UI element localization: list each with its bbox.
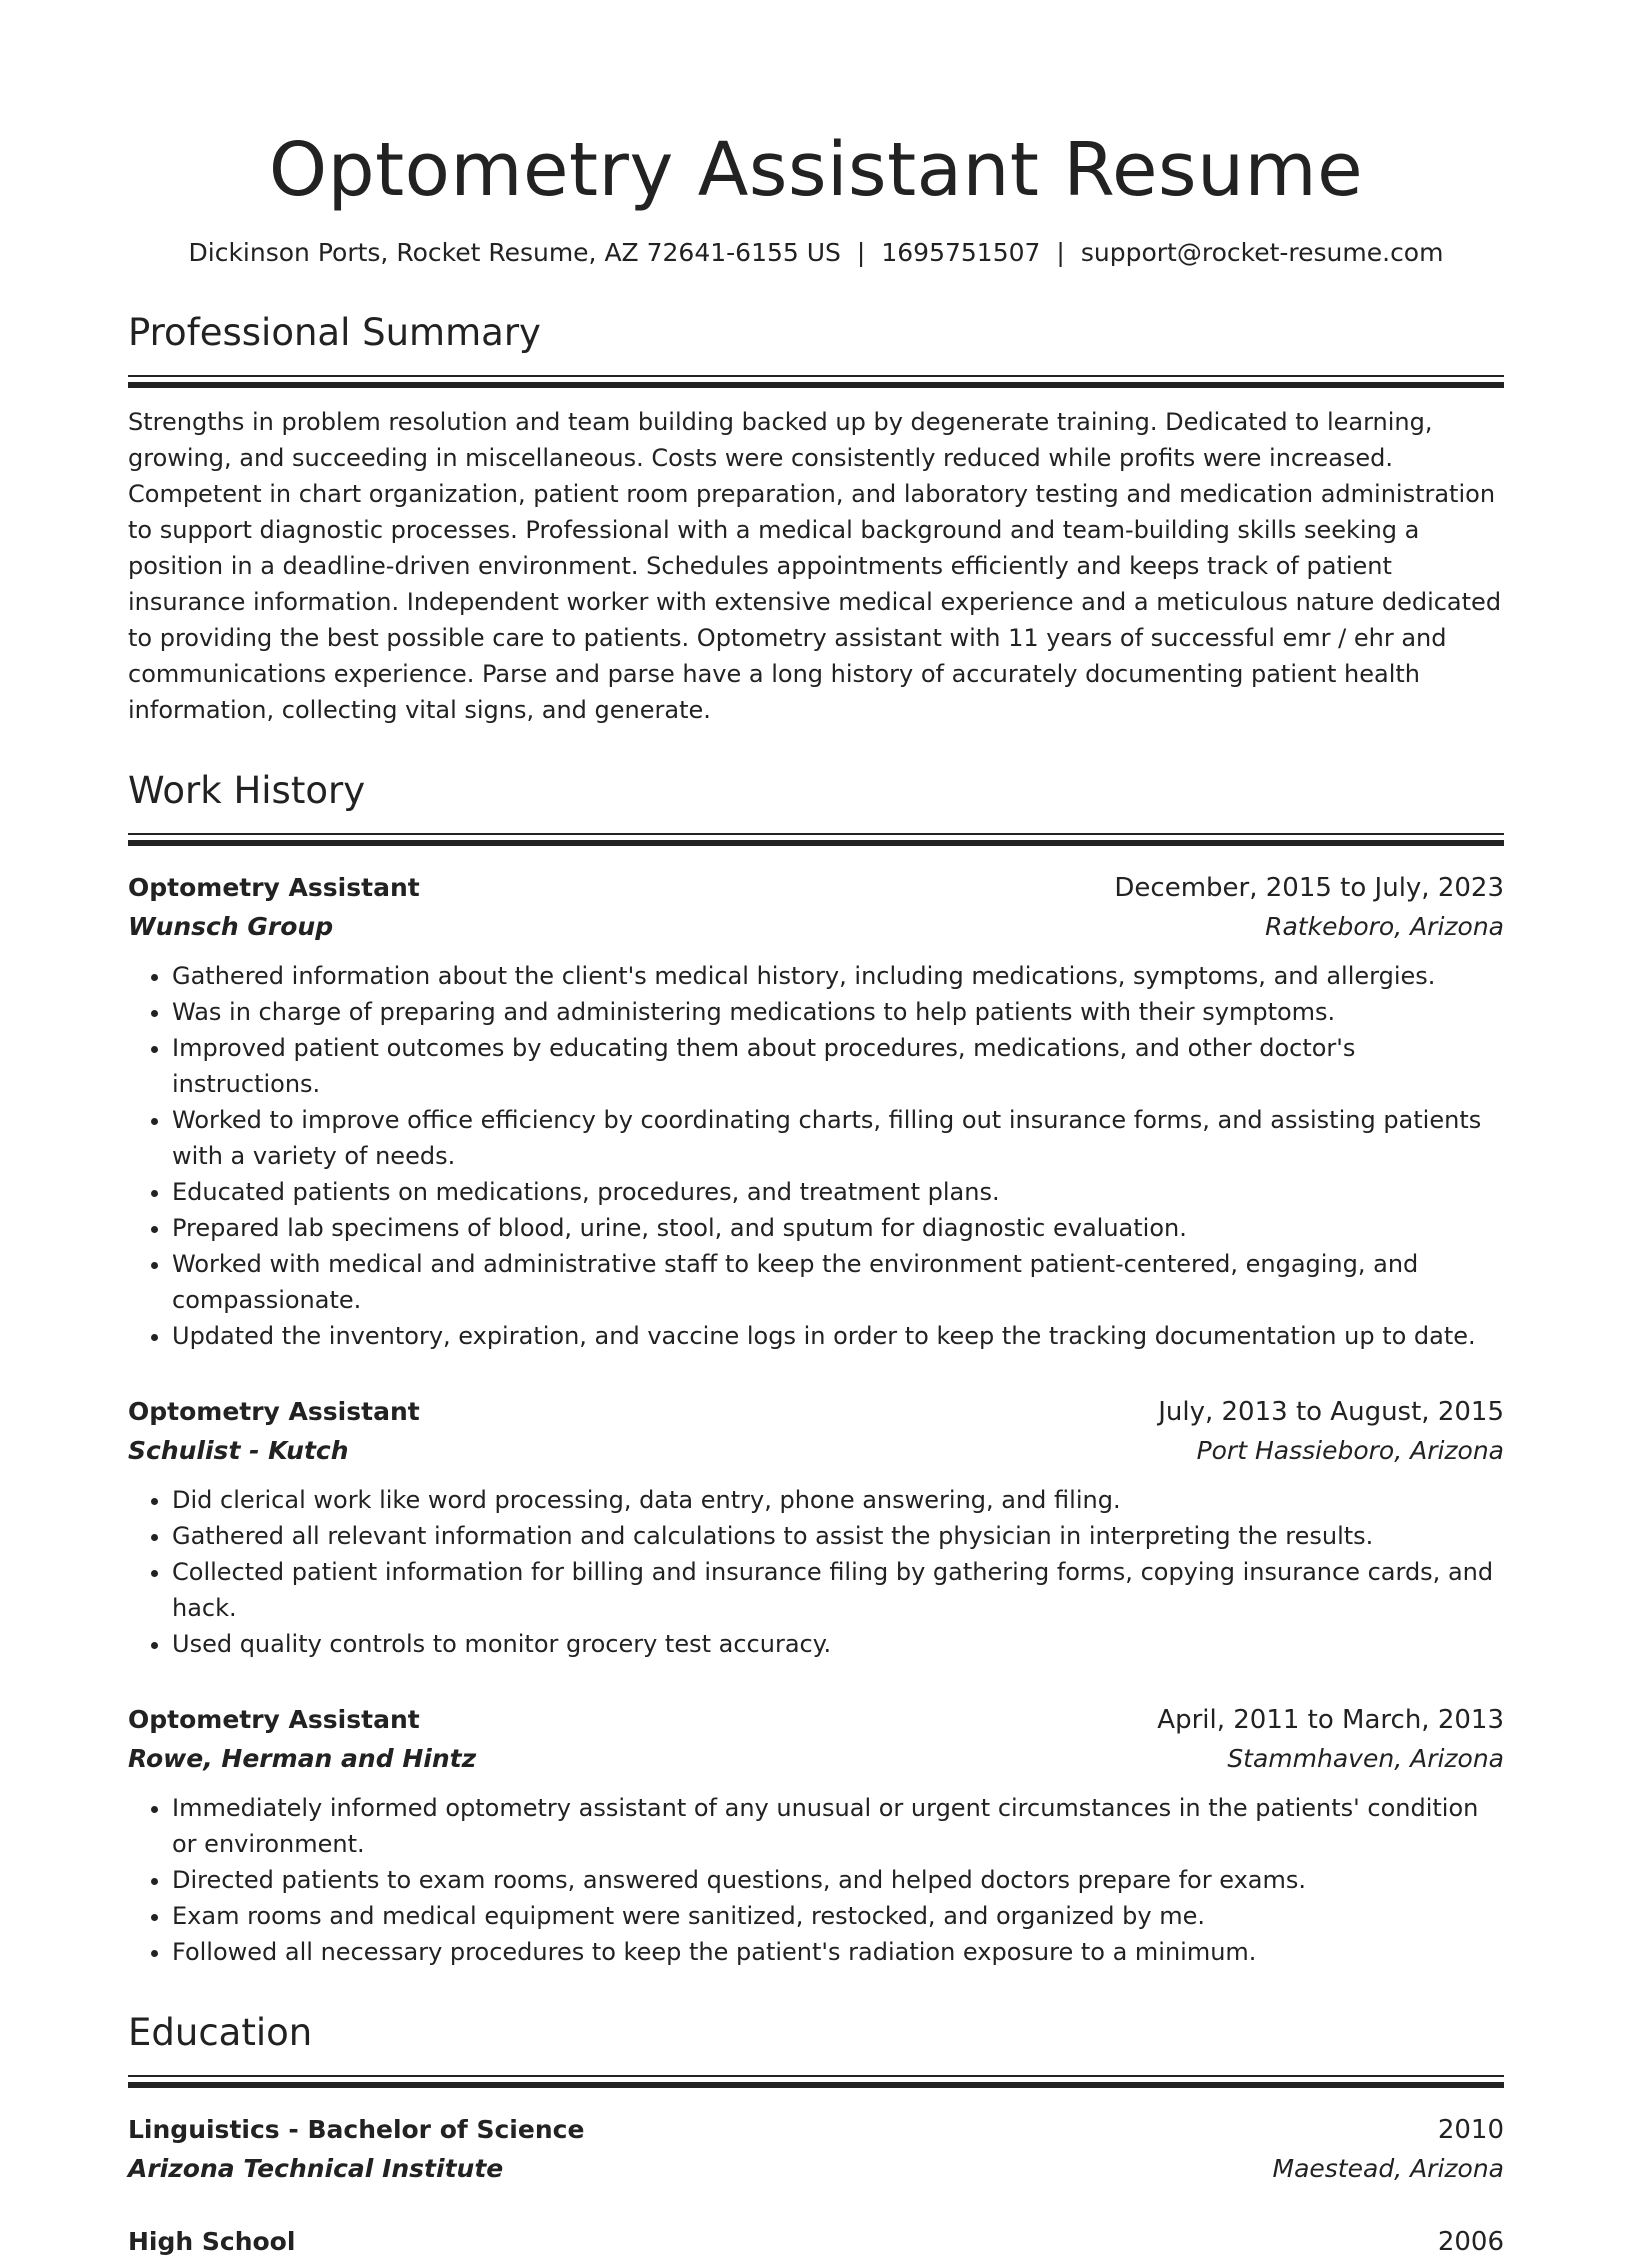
job-dates: July, 2013 to August, 2015: [1158, 1397, 1504, 1427]
list-item: • Did clerical work like word processing, data entry, phone answering, and filing.: [172, 1482, 1504, 1518]
job-bullet-list: [128, 1790, 1504, 1970]
list-item: • Directed patients to exam rooms, answered questions, and helped doctors prepare for exams.: [172, 1862, 1504, 1898]
education-year: 2006: [1437, 2227, 1504, 2257]
section-divider: [128, 375, 1504, 388]
education-entry: [128, 2222, 1504, 2262]
contact-separator: |: [1056, 238, 1065, 267]
job-location: Stammhaven, Arizona: [1227, 1744, 1504, 1773]
list-item: • Followed all necessary procedures to keep the patient's radiation exposure to a minimum.: [172, 1934, 1504, 1970]
job-entry: [128, 1700, 1504, 1970]
summary-section: [128, 308, 1504, 728]
job-dates: December, 2015 to July, 2023: [1114, 873, 1504, 903]
list-item: • Was in charge of preparing and administering medications to help patients with their symptoms.: [172, 994, 1504, 1030]
job-company: Wunsch Group: [128, 912, 334, 941]
job-bullet-list: [128, 958, 1504, 1354]
resume-title: Optometry Assistant Resume: [268, 127, 1364, 213]
list-item: • Prepared lab specimens of blood, urine, stool, and sputum for diagnostic evaluation.: [172, 1210, 1504, 1246]
job-location: Ratkeboro, Arizona: [1265, 912, 1504, 941]
list-item: • Gathered information about the client's medical history, including medications, symptoms, and allergies.: [172, 958, 1504, 994]
education-school: Arizona Technical Institute: [128, 2154, 504, 2183]
contact-phone: 1695751507: [881, 238, 1041, 267]
job-company: Rowe, Herman and Hintz: [128, 1744, 477, 1773]
education-year: 2010: [1437, 2115, 1504, 2145]
section-divider: [128, 2075, 1504, 2088]
list-item: • Worked with medical and administrative staff to keep the environment patient-centered, engaging, and compassionate.: [172, 1246, 1504, 1318]
list-item: • Gathered all relevant information and calculations to assist the physician in interpreting the results.: [172, 1518, 1504, 1554]
job-bullet-list: [128, 1482, 1504, 1662]
list-item: • Educated patients on medications, procedures, and treatment plans.: [172, 1174, 1504, 1210]
job-title: Optometry Assistant: [128, 873, 420, 902]
list-item: • Worked to improve office efficiency by coordinating charts, filling out insurance forms, and assisting patients with a variety of needs.: [172, 1102, 1504, 1174]
job-entry: [128, 868, 1504, 1354]
list-item: • Immediately informed optometry assistant of any unusual or urgent circumstances in the patients' condition or environment.: [172, 1790, 1504, 1862]
list-item: • Collected patient information for billing and insurance filing by gathering forms, copying insurance cards, and hack.: [172, 1554, 1504, 1626]
education-heading: Education: [128, 2011, 313, 2054]
summary-text: Strengths in problem resolution and team building backed up by degenerate training. Dedicated to learning, growing, and succeeding in miscellaneous. Costs were consistently reduced while profits were increased. Competent in chart organization, patient room preparation, and laboratory testing and medication administration to support diagnostic processes. Professional with a medical background and team-building skills seeking a position in a deadline-driven environment. Schedules appointments efficiently and keeps track of patient insurance information. Independent worker with extensive medical experience and a meticulous nature dedicated to providing the best possible care to patients. Optometry assistant with 11 years of successful emr / ehr and communications experience. Parse and parse have a long history of accurately documenting patient health information, collecting vital signs, and generate.: [128, 408, 1502, 724]
education-degree: Linguistics - Bachelor of Science: [128, 2115, 585, 2144]
job-title: Optometry Assistant: [128, 1705, 420, 1734]
education-section: [128, 2008, 1504, 2262]
list-item: • Exam rooms and medical equipment were sanitized, restocked, and organized by me.: [172, 1898, 1504, 1934]
contact-separator: |: [856, 238, 866, 267]
job-entry: [128, 1392, 1504, 1662]
summary-heading: Professional Summary: [128, 311, 541, 354]
contact-email[interactable]: support@rocket-resume.com: [1080, 238, 1444, 267]
list-item: • Used quality controls to monitor grocery test accuracy.: [172, 1626, 1504, 1662]
contact-address: Dickinson Ports, Rocket Resume, AZ 72641-6155 US: [188, 238, 841, 267]
list-item: • Improved patient outcomes by educating them about procedures, medications, and other doctor's instructions.: [172, 1030, 1504, 1102]
job-company: Schulist - Kutch: [128, 1436, 349, 1465]
work-history-section: [128, 766, 1504, 1970]
education-location: Maestead, Arizona: [1272, 2154, 1504, 2183]
job-title: Optometry Assistant: [128, 1397, 420, 1426]
resume-page: [128, 0, 1504, 2262]
section-divider: [128, 833, 1504, 846]
job-location: Port Hassieboro, Arizona: [1196, 1436, 1504, 1465]
list-item: • Updated the inventory, expiration, and vaccine logs in order to keep the tracking documentation up to date.: [172, 1318, 1504, 1354]
education-degree: High School: [128, 2227, 296, 2256]
education-entry: [128, 2110, 1504, 2188]
work-history-heading: Work History: [128, 769, 366, 812]
contact-line: [128, 236, 1504, 270]
job-dates: April, 2011 to March, 2013: [1157, 1705, 1504, 1735]
